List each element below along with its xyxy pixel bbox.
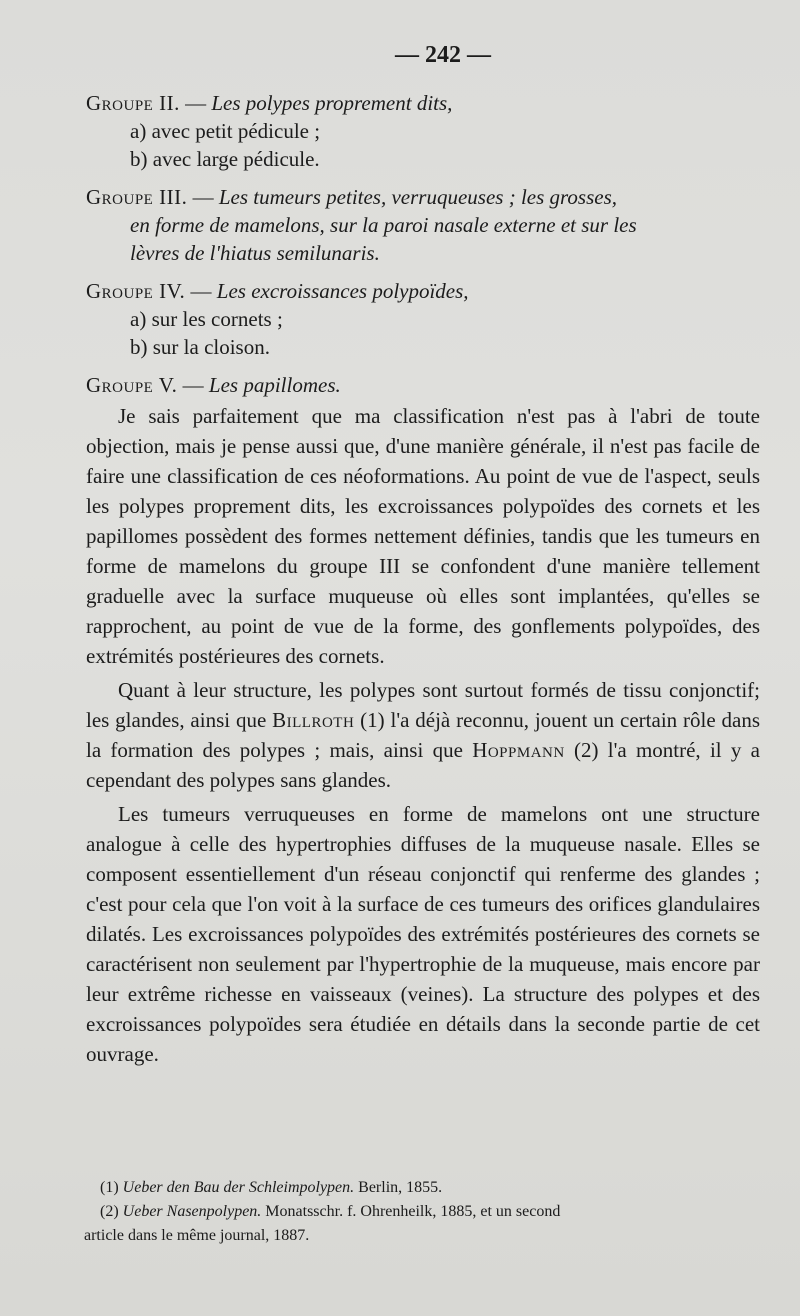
group-dash: — <box>185 279 217 303</box>
group-iii <box>86 183 760 267</box>
paragraph-classification: Je sais parfaitement que ma classification n'est pas à l'abri de toute objection, mais je pense aussi que, d'une manière générale, il n'est pas facile de faire une classification de ces néoformations. Au point de vue de l'aspect, seuls les polypes proprement dits, les excroissances polypoïdes des cornets et les papillomes possèdent des formes nettement définies, tandis que les tumeurs en forme de mamelons du groupe III se confondent d'une manière tellement graduelle avec la surface muqueuse où elles sont implantées, qu'elles se rapprochent, au point de vue de la forme, des gonflements polypoïdes, des extrémités postérieures des cornets. <box>86 404 760 668</box>
page-number: — 242 — <box>395 42 491 68</box>
group-subitem: b) sur la cloison. <box>130 335 270 359</box>
group-label: Groupe III. <box>86 185 188 209</box>
group-title: Les polypes proprement dits, <box>211 91 453 115</box>
group-title: Les excroissances polypoïdes, <box>216 279 469 303</box>
group-heading <box>86 89 760 117</box>
author-name: Billroth <box>272 708 355 732</box>
footnote-1 <box>100 1176 760 1200</box>
group-heading <box>86 183 760 211</box>
group-subitem: a) sur les cornets ; <box>130 307 283 331</box>
footnote-title: Ueber den Bau der Schleimpolypen. <box>122 1179 355 1196</box>
footnote-number: (2) <box>100 1203 123 1220</box>
group-dash: — <box>187 185 219 209</box>
group-subitem: b) avec large pédicule. <box>130 147 320 171</box>
group-title-continued: en forme de mamelons, sur la paroi nasale externe et sur les <box>130 213 637 237</box>
group-dash: — <box>177 373 209 397</box>
footnote-text: Monatsschr. f. Ohrenheilk, 1885, et un second <box>261 1203 561 1220</box>
group-v <box>86 371 760 399</box>
group-ii <box>86 89 760 173</box>
paragraph-verrucous-tumours: Les tumeurs verruqueuses en forme de mamelons ont une structure analogue à celle des hypertrophies diffuses de la muqueuse nasale. Elles se composent essentiellement d'un réseau conjonctif qui renferme des glandes ; c'est pour cela que l'on voit à la surface de ces tumeurs des orifices glandulaires dilatés. Les excroissances polypoïdes des extrémités postérieures des cornets se caractérisent non seulement par l'hypertrophie de la muqueuse, mais encore par leur extrême richesse en vaisseaux (veines). La structure des polypes et des excroissances polypoïdes sera étudiée en détails dans la seconde partie de cet ouvrage. <box>86 802 760 1066</box>
paragraph-structure <box>86 675 760 795</box>
paragraph-text: (1) l'a déjà reconnu, jouent un certain rôle dans la formation des polypes ; mais, ainsi que <box>86 708 760 762</box>
paragraph-text: Quant à leur structure, les polypes sont surtout formés de tissu conjonctif; les glandes, ainsi que <box>86 678 760 732</box>
footnote-2 <box>100 1200 760 1224</box>
group-heading <box>86 371 760 399</box>
footnotes <box>84 1176 760 1248</box>
group-subitem: a) avec petit pédicule ; <box>130 119 321 143</box>
group-heading <box>86 277 760 305</box>
footnote-title: Ueber Nasenpolypen. <box>122 1203 262 1220</box>
author-name: Hoppmann <box>472 738 565 762</box>
group-title: Les tumeurs petites, verruqueuses ; les grosses, <box>218 185 618 209</box>
paragraph-text: (2) l'a montré, il y a cependant des polypes sans glandes. <box>86 738 760 792</box>
footnote-number: (1) <box>100 1179 123 1196</box>
group-label: Groupe II. <box>86 91 180 115</box>
group-iv <box>86 277 760 361</box>
group-title: Les papillomes. <box>208 373 341 397</box>
footnote-2-continued: article dans le même journal, 1887. <box>84 1227 310 1244</box>
group-label: Groupe IV. <box>86 279 186 303</box>
group-title-continued: lèvres de l'hiatus semilunaris. <box>130 241 380 265</box>
group-label: Groupe V. <box>86 373 178 397</box>
footnote-text: Berlin, 1855. <box>354 1179 443 1196</box>
group-dash: — <box>179 91 212 115</box>
